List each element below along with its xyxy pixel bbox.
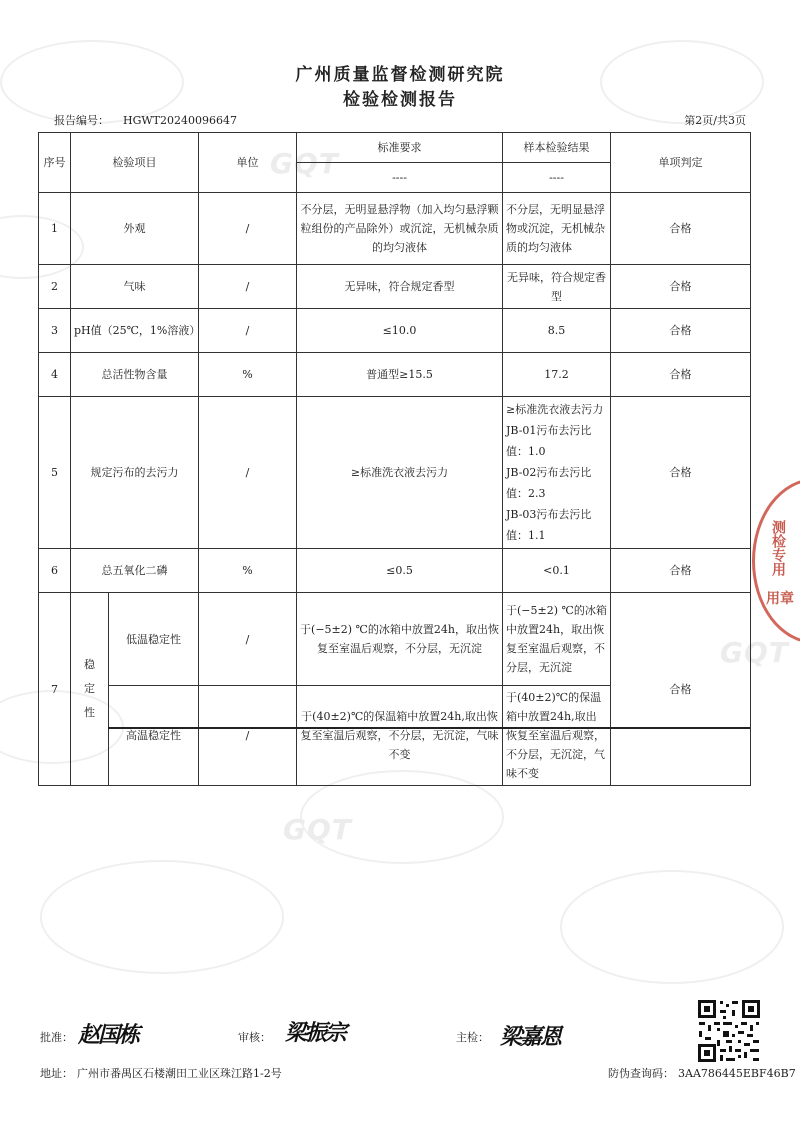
table-row [39,309,751,353]
cell-item: pH值（25℃，1%溶液） [71,309,199,353]
cell-no: 2 [39,265,71,309]
cell-result: 于(40±2)℃的保温箱中放置24h,取出恢复至室温后观察，不分层，无沉淀，气味不变 [503,686,611,786]
anti-fake-value: 3AA786445EBF46B7 [678,1067,796,1080]
cell-unit: / [199,593,297,686]
cell-verdict: 合格 [611,549,751,593]
review-label: 审核： [238,1031,271,1044]
cell-unit: / [199,397,297,549]
inspector-label: 主检： [456,1031,489,1044]
table-row [39,193,751,265]
report-number-value: HGWT20240096647 [123,114,238,127]
seal-text: 用章 [766,591,794,607]
org-title: 广州质量监督检测研究院 [295,65,505,85]
page-indicator: 第2页/共3页 [684,114,746,127]
header-item: 检验项目 [71,133,199,193]
cell-standard: ≥标准洗衣液去污力 [297,397,503,549]
cell-unit: / [199,193,297,265]
cell-item: 低温稳定性 [109,593,199,686]
result-line: JB-02污布去污比值：2.3 [506,466,592,500]
header-standard: 标准要求 [297,133,503,163]
table-header-row [39,133,751,163]
cell-result: 不分层，无明显悬浮物或沉淀，无机械杂质的均匀液体 [503,193,611,265]
anti-fake-label: 防伪查询码： [608,1067,674,1080]
cell-standard: 无异味，符合规定香型 [297,265,503,309]
cell-item: 总五氧化二磷 [71,549,199,593]
table-row [39,265,751,309]
cloud-pattern [560,870,784,984]
cell-no: 5 [39,397,71,549]
table-end-rule [108,727,750,729]
report-number [54,112,237,128]
anti-fake-code [608,1065,796,1081]
watermark-logo: GQT [720,636,789,669]
inspection-table [38,132,751,786]
header-result-sub: ---- [503,163,611,193]
header-unit: 单位 [199,133,297,193]
address [40,1065,282,1081]
cell-standard: ≤10.0 [297,309,503,353]
watermark-logo: GQT [283,813,352,846]
qr-code-icon [696,998,762,1064]
cell-verdict: 合格 [611,593,751,786]
cell-no: 7 [39,593,71,786]
cell-result: 于(−5±2) ℃的冰箱中放置24h，取出恢复至室温后观察，不分层，无沉淀 [503,593,611,686]
header-result: 样本检验结果 [503,133,611,163]
cell-standard: ≤0.5 [297,549,503,593]
cell-standard: 于(−5±2) ℃的冰箱中放置24h，取出恢复至室温后观察，不分层，无沉淀 [297,593,503,686]
cell-result: 17.2 [503,353,611,397]
cell-item: 气味 [71,265,199,309]
table-row [39,353,751,397]
table-row [39,397,751,549]
cell-verdict: 合格 [611,397,751,549]
cell-no: 1 [39,193,71,265]
inspector-signature: 梁嘉恩 [500,1024,561,1050]
cell-unit: / [199,686,297,786]
header-no: 序号 [39,133,71,193]
header-standard-sub: ---- [297,163,503,193]
table-row [39,593,751,686]
cell-unit: % [199,549,297,593]
cell-unit: / [199,309,297,353]
reviewer-signature: 梁振宗 [285,1020,346,1046]
cell-standard: 不分层，无明显悬浮物（加入均匀悬浮颗粒组份的产品除外）或沉淀，无机械杂质的均匀液体 [297,193,503,265]
cloud-pattern [40,860,284,974]
cell-result: <0.1 [503,549,611,593]
approve-label: 批准： [40,1031,73,1044]
cell-no: 3 [39,309,71,353]
cell-standard: 于(40±2)℃的保温箱中放置24h,取出恢复至室温后观察，不分层，无沉淀，气味不变 [297,686,503,786]
cell-verdict: 合格 [611,309,751,353]
cell-result: 8.5 [503,309,611,353]
cell-no: 6 [39,549,71,593]
table-row [39,549,751,593]
cell-verdict: 合格 [611,265,751,309]
header-verdict: 单项判定 [611,133,751,193]
document-title: 检验检测报告 [343,90,457,110]
cell-item: 外观 [71,193,199,265]
cell-verdict: 合格 [611,193,751,265]
result-line: JB-03污布去污比值：1.1 [506,508,592,542]
cell-no: 4 [39,353,71,397]
cell-standard: 普通型≥15.5 [297,353,503,397]
cell-item: 高温稳定性 [109,686,199,786]
address-value: 广州市番禺区石楼潮田工业区珠江路1-2号 [77,1067,282,1080]
cell-unit: % [199,353,297,397]
report-number-label: 报告编号： [54,114,109,127]
address-label: 地址： [40,1067,73,1080]
approver-signature: 赵国栋 [78,1022,139,1048]
seal-text: 测检专用 [770,520,786,576]
cell-group: 稳定性 [71,593,109,786]
watermark-logo: GQT [270,147,339,180]
result-line: ≥标准洗衣液去污力 [506,403,604,416]
result-line: JB-01污布去污比值：1.0 [506,424,592,458]
cell-unit: / [199,265,297,309]
cell-item: 总活性物含量 [71,353,199,397]
cell-verdict: 合格 [611,353,751,397]
cell-result: 无异味，符合规定香型 [503,265,611,309]
cell-result [503,397,611,549]
cell-item: 规定污布的去污力 [71,397,199,549]
